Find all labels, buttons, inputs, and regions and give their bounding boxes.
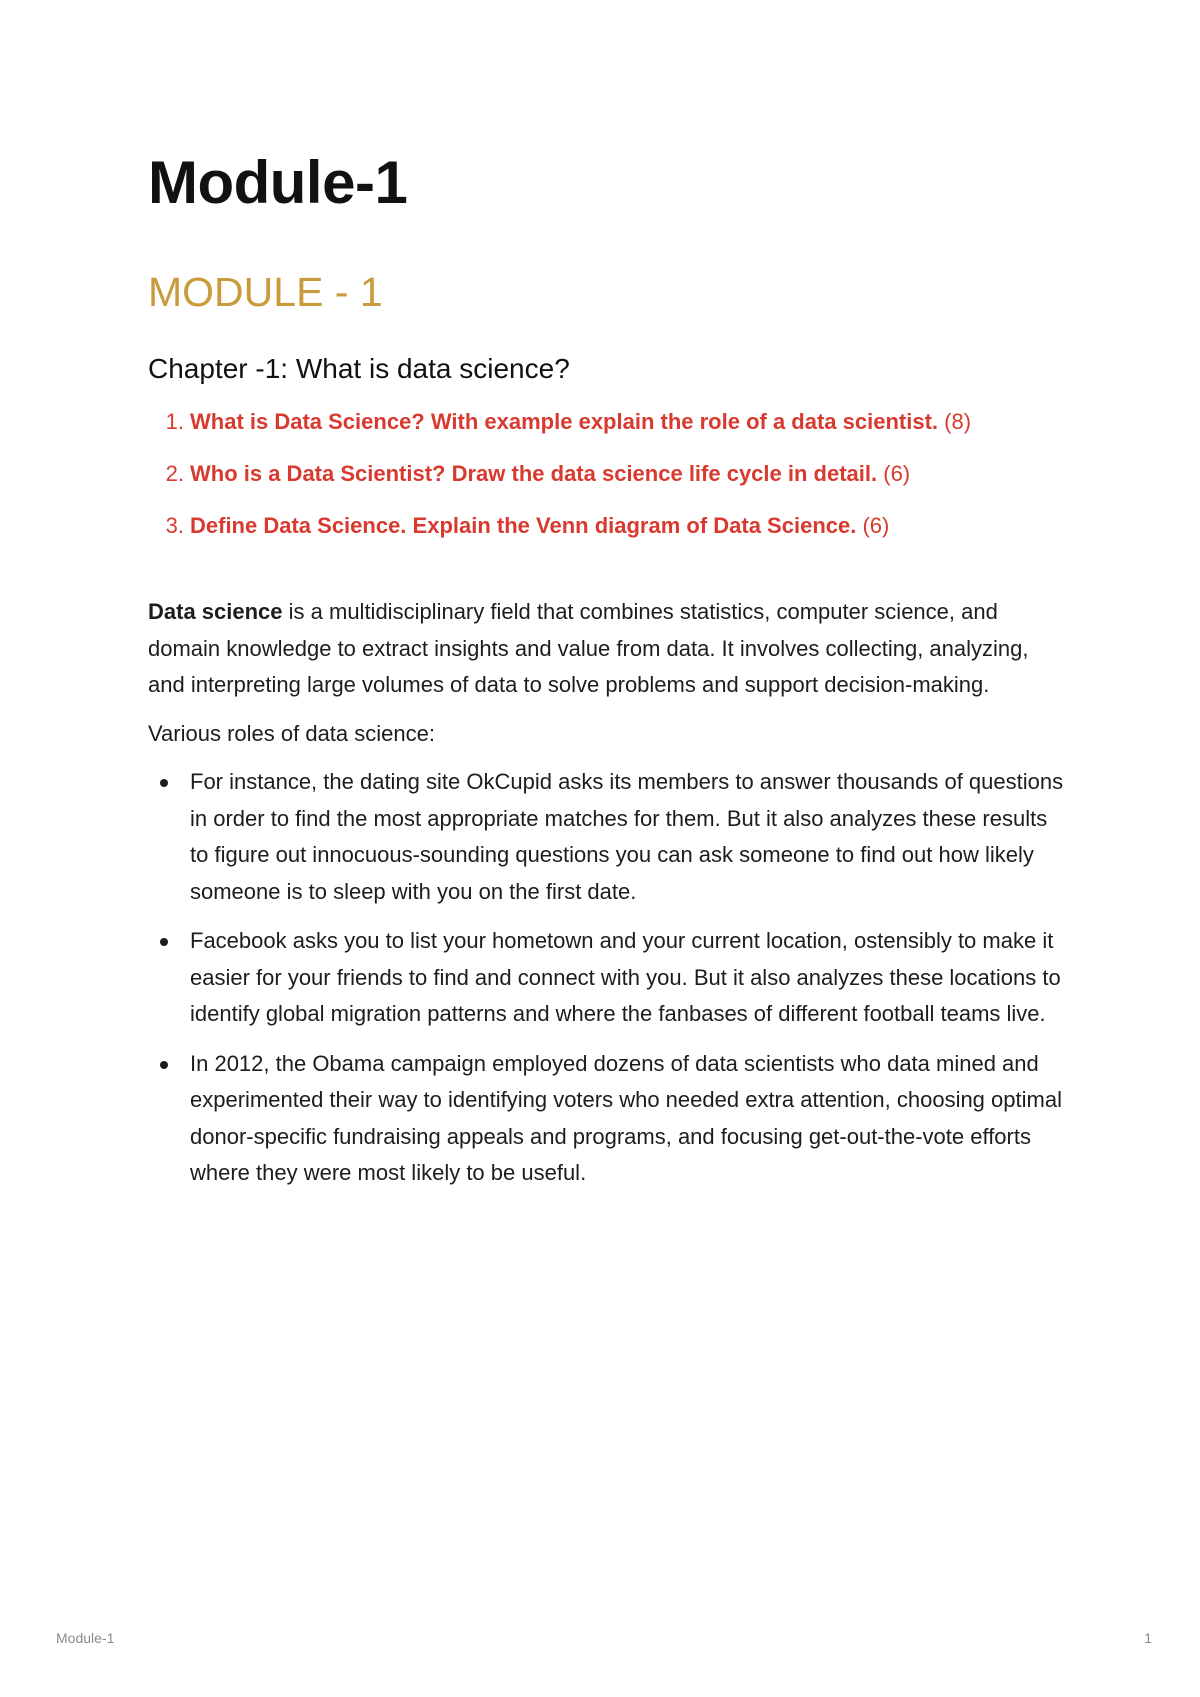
- question-marks: (8): [944, 409, 972, 434]
- chapter-heading: Chapter -1: What is data science?: [148, 353, 570, 384]
- list-item: [148, 764, 1068, 910]
- footer-document-name: Module-1: [56, 1630, 115, 1646]
- bullet-icon: [160, 938, 168, 946]
- question-number: 3.: [165, 513, 184, 538]
- bullet-icon: [160, 1061, 168, 1069]
- question-text: What is Data Science? With example explain the role of a data scientist.: [190, 409, 939, 434]
- list-item: [148, 923, 1068, 1033]
- question-marks: (6): [883, 461, 911, 486]
- roles-list: [148, 764, 1068, 1192]
- body-content: [148, 594, 1068, 1205]
- question-marks: (6): [862, 513, 890, 538]
- document-title: Module-1: [148, 149, 408, 216]
- bullet-icon: [160, 779, 168, 787]
- definition-term: Data science: [148, 599, 283, 624]
- question-item: [148, 508, 1068, 544]
- roles-intro: Various roles of data science:: [148, 720, 435, 746]
- question-text: Define Data Science. Explain the Venn diagram of Data Science.: [190, 513, 857, 538]
- question-number: 1.: [165, 409, 184, 434]
- module-heading: MODULE - 1: [148, 269, 383, 315]
- definition-paragraph: [148, 594, 1068, 704]
- list-item-text: Facebook asks you to list your hometown and your current location, ostensibly to make it easier for your friends to find and connect with you. But it also analyzes these locations to identify global migration patterns and where the fanbases of different football teams live.: [190, 928, 1061, 1026]
- question-list: [148, 404, 1068, 560]
- question-item: [148, 456, 1068, 492]
- question-text: Who is a Data Scientist? Draw the data science life cycle in detail.: [190, 461, 878, 486]
- question-number: 2.: [165, 461, 184, 486]
- list-item-text: For instance, the dating site OkCupid asks its members to answer thousands of questions in order to find the most appropriate matches for them. But it also analyzes these results to figure out innocuous-sounding questions you can ask someone to find out how likely someone is to sleep with you on the first date.: [190, 769, 1064, 904]
- footer-page-number: 1: [1144, 1630, 1152, 1646]
- question-item: [148, 404, 1068, 440]
- list-item-text: In 2012, the Obama campaign employed dozens of data scientists who data mined and experimented their way to identifying voters who needed extra attention, choosing optimal donor-specific fundraising appeals and programs, and focusing get-out-the-vote efforts where they were most likely to be useful.: [190, 1050, 1062, 1185]
- definition-text: is a multidisciplinary field that combines statistics, computer science, and domain knowledge to extract insights and value from data. It involves collecting, analyzing, and interpreting large volumes of data to solve problems and support decision-making.: [148, 599, 1029, 697]
- list-item: [148, 1046, 1068, 1192]
